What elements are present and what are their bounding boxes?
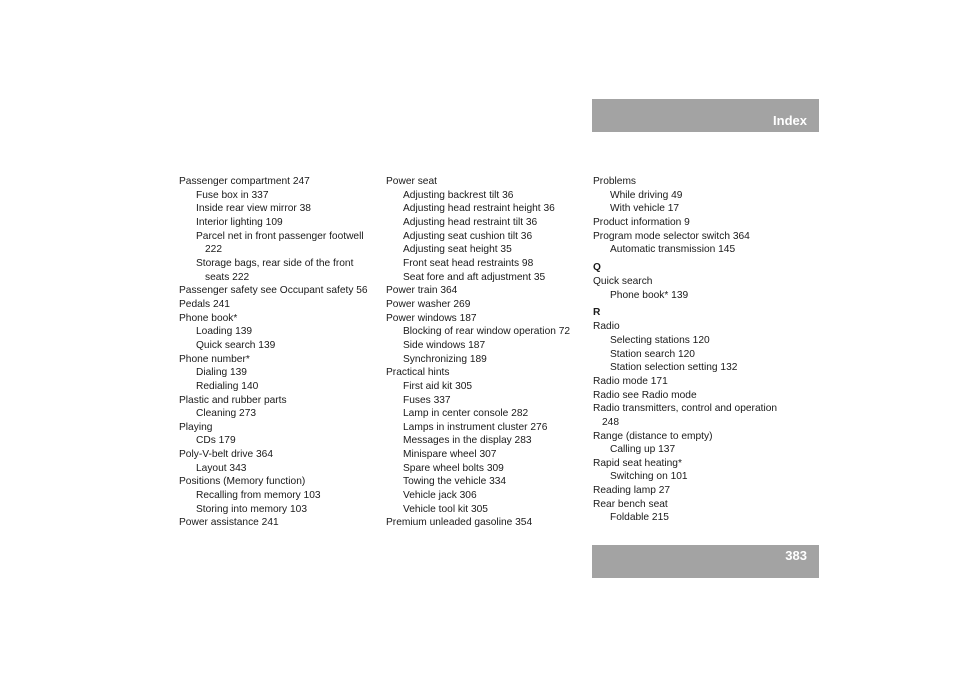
index-entry: Pedals 241 (179, 298, 230, 310)
index-subentry: Messages in the display 283 (403, 435, 532, 447)
index-entry: Radio transmitters, control and operation (593, 403, 778, 415)
index-entry: Playing (179, 421, 213, 433)
index-subentry: Minispare wheel 307 (403, 449, 497, 461)
index-subentry: Selecting stations 120 (610, 334, 710, 346)
index-entry: Radio mode 171 (593, 375, 668, 387)
index-entry: Power train 364 (386, 285, 458, 297)
index-subentry: Dialing 139 (196, 367, 247, 379)
index-subentry: Adjusting head restraint height 36 (403, 203, 555, 215)
index-entry: Positions (Memory function) (179, 476, 306, 488)
index-entry: Power washer 269 (386, 298, 471, 310)
index-subentry: Recalling from memory 103 (196, 490, 321, 502)
index-subentry: Parcel net in front passenger footwell (196, 230, 364, 242)
index-letter-heading: R (593, 307, 601, 319)
section-title: Index (773, 113, 807, 128)
index-subentry: Towing the vehicle 334 (403, 476, 507, 488)
index-subentry: Seat fore and aft adjustment 35 (403, 271, 546, 283)
index-column-1 (179, 175, 368, 530)
index-subentry: Redialing 140 (196, 380, 259, 392)
index-subentry: Foldable 215 (610, 512, 669, 524)
index-entry: Phone number* (179, 353, 250, 365)
index-column-3 (593, 175, 777, 525)
index-subentry: Spare wheel bolts 309 (403, 462, 504, 474)
index-subentry: Fuses 337 (403, 394, 451, 406)
index-subentry: Lamp in center console 282 (403, 408, 529, 420)
index-subentry: Vehicle tool kit 305 (403, 503, 488, 515)
index-subentry: Vehicle jack 306 (403, 490, 477, 502)
index-column-2 (386, 175, 570, 530)
index-entry: Rear bench seat (593, 498, 668, 510)
index-entry-continuation: 248 (602, 416, 619, 428)
index-subentry: Blocking of rear window operation 72 (403, 326, 571, 338)
index-entry: Phone book* (179, 312, 238, 324)
index-entry: Power seat (386, 176, 437, 187)
index-subentry: Switching on 101 (610, 471, 688, 483)
index-subentry: Quick search 139 (196, 339, 276, 351)
index-subentry: Phone book* 139 (610, 289, 689, 301)
index-subentry: Side windows 187 (403, 339, 486, 351)
index-subentry: Adjusting head restraint tilt 36 (403, 216, 538, 228)
index-subentry: Front seat head restraints 98 (403, 257, 534, 269)
index-entry: Rapid seat heating* (593, 457, 682, 469)
index-entry: Range (distance to empty) (593, 430, 713, 442)
index-subentry: Fuse box in 337 (196, 189, 269, 201)
index-entry-continuation: 222 (205, 244, 222, 256)
index-subentry: Adjusting backrest tilt 36 (403, 189, 514, 201)
index-entry: Quick search (593, 275, 653, 287)
index-subentry: Station search 120 (610, 348, 695, 360)
index-entry: Program mode selector switch 364 (593, 230, 750, 242)
index-subentry: Calling up 137 (610, 444, 676, 456)
index-entry: Practical hints (386, 367, 450, 379)
index-entry: Poly-V-belt drive 364 (179, 449, 273, 461)
index-subentry: Station selection setting 132 (610, 362, 738, 374)
index-entry-continuation: seats 222 (205, 271, 250, 283)
index-entry: Passenger safety see Occupant safety 56 (179, 285, 368, 297)
page-number: 383 (785, 548, 807, 563)
page-number-box (592, 545, 819, 578)
index-entry: Power windows 187 (386, 312, 477, 324)
index-subentry: Interior lighting 109 (196, 216, 283, 228)
index-letter-heading: Q (593, 261, 601, 273)
index-entry: Product information 9 (593, 216, 690, 228)
index-entry: Radio (593, 321, 620, 333)
index-subentry: Storing into memory 103 (196, 503, 307, 515)
index-subentry: First aid kit 305 (403, 380, 473, 392)
index-subentry: Storage bags, rear side of the front (196, 257, 354, 269)
index-subentry: With vehicle 17 (610, 203, 680, 215)
index-subentry: Automatic transmission 145 (610, 244, 736, 256)
index-entry: Reading lamp 27 (593, 485, 671, 497)
index-subentry: Cleaning 273 (196, 408, 257, 420)
index-subentry: Loading 139 (196, 326, 253, 338)
index-subentry: Adjusting seat cushion tilt 36 (403, 230, 533, 242)
index-entry: Plastic and rubber parts (179, 394, 287, 406)
index-entry: Passenger compartment 247 (179, 176, 310, 187)
index-subentry: Adjusting seat height 35 (403, 244, 512, 256)
index-subentry: While driving 49 (610, 189, 683, 201)
index-subentry: Layout 343 (196, 462, 247, 474)
index-entry: Power assistance 241 (179, 517, 279, 529)
index-entry: Radio see Radio mode (593, 389, 697, 401)
index-entry: Problems (593, 176, 637, 187)
index-subentry: Synchronizing 189 (403, 353, 487, 365)
index-subentry: Inside rear view mirror 38 (196, 203, 311, 215)
index-entry: Premium unleaded gasoline 354 (386, 517, 533, 529)
section-header (592, 99, 819, 132)
index-subentry: Lamps in instrument cluster 276 (403, 421, 548, 433)
index-subentry: CDs 179 (196, 435, 236, 447)
